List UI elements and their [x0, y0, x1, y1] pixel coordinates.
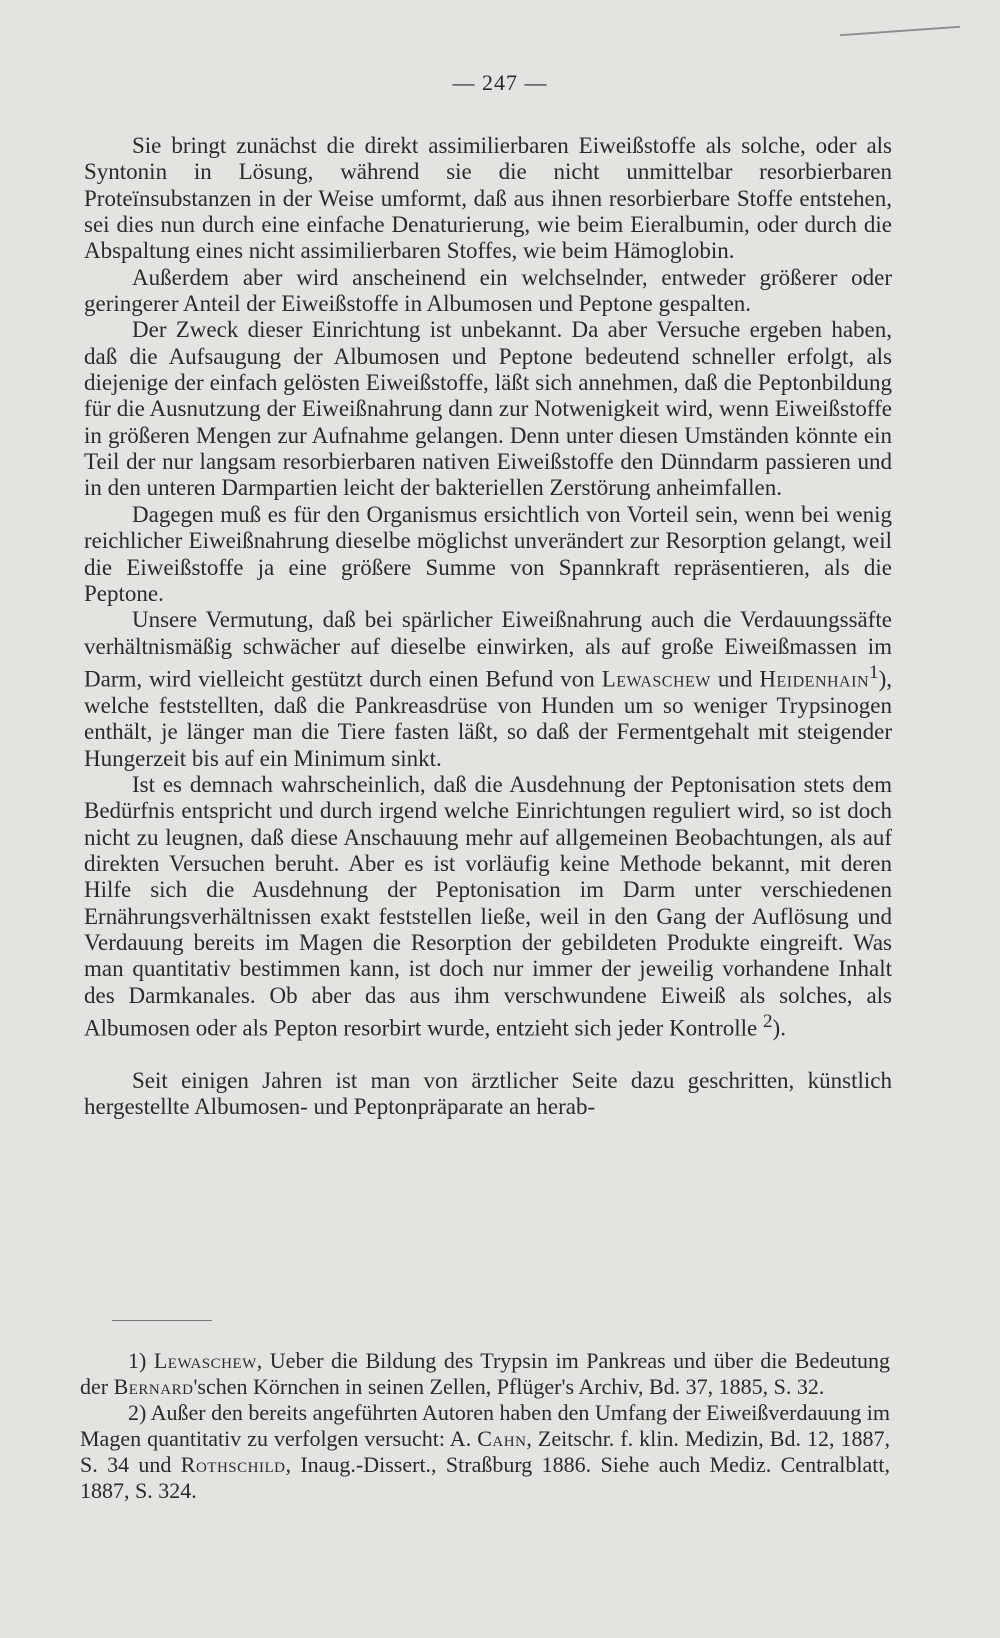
footnote — [80, 1400, 890, 1504]
page-number: — 247 — — [452, 70, 548, 95]
footnote-ref: 1 — [869, 661, 879, 683]
paragraph-spacer — [84, 1042, 892, 1068]
text-run: Ist es demnach wahrscheinlich, daß die Ausdehnung der Peptonisation stets dem Bedürfnis entspricht und durch irgend welche Einrichtungen reguliert wird, so ist doch nicht zu leugnen, daß diese Anschauung mehr auf allgemeinen Beobachtungen, als auf direkten Versuchen beruht. Aber es ist vorläufig keine Methode bekannt, mit deren Hilfe sich die Ausdehnung der Peptonisation im Darm unter verschiedenen Ernährungsverhältnissen exakt feststellen ließe, weil in den Gang der Auflösung und Verdauung bereits im Magen die Resorption der gebildeten Produkte eingreift. Was man quantitativ bestimmen kann, ist doch nur immer der jeweilig vorhandene Inhalt des Darmkanales. Ob aber das aus ihm verschwundene Eiweiß als solches, als Albumosen oder als Pepton resorbirt wurde, entzieht sich jeder Kontrolle — [84, 771, 892, 1041]
text-run: , Ueber die Bildung des Trypsin im Pankreas und über die Bedeutung der — [80, 1348, 890, 1399]
author-name: Heidenhain — [759, 666, 869, 692]
author-name: Bernard — [113, 1374, 194, 1399]
text-run: , Zeitschr. f. klin. Medizin, Bd. 12, 1887, S. 34 und — [80, 1426, 891, 1477]
main-text — [84, 133, 892, 1121]
footnote — [80, 1348, 890, 1400]
author-name: Cahn — [477, 1426, 527, 1451]
paragraph: Seit einigen Jahren ist man von ärztlicher Seite dazu geschritten, künstlich hergestellte Albumosen- und Peptonpräparate an herab- — [84, 1068, 892, 1120]
author-name: Lewaschew — [153, 1348, 257, 1373]
pencil-mark — [840, 26, 960, 36]
author-name: Rothschild — [180, 1452, 286, 1477]
text-run: 'schen Körnchen in seinen Zellen, Pflüger's Archiv, Bd. 37, 1885, S. 32. — [193, 1374, 825, 1399]
text-run: ). — [772, 1015, 786, 1041]
text-run: , Inaug.-Dissert., Straßburg 1886. Siehe auch Mediz. Centralblatt, 1887, S. 324. — [80, 1452, 890, 1503]
footnotes — [80, 1348, 890, 1504]
footnote-number: 1) — [128, 1348, 147, 1373]
text-run: Unsere Vermutung, daß bei spärlicher Eiweißnahrung auch die Verdauungssäfte verhältnismäßig schwächer auf dieselbe einwirken, als auf große Eiweißmassen im Darm, wird vielleicht gestützt durch einen Befund von — [84, 607, 892, 692]
paragraph: Außerdem aber wird anscheinend ein welchselnder, entweder größerer oder geringerer Anteil der Eiweißstoffe in Albumosen und Peptone gespalten. — [84, 264, 892, 317]
paragraph: Dagegen muß es für den Organismus ersichtlich von Vorteil sein, wenn bei wenig reichlicher Eiweißnahrung dieselbe möglichst unverändert zur Resorption gelangt, weil die Eiweißstoffe ja eine größere Summe von Spannkraft repräsentieren, als die Peptone. — [84, 501, 892, 606]
paragraph: Sie bringt zunächst die direkt assimilierbaren Eiweißstoffe als solche, oder als Syntonin in Lösung, während sie die nicht unmittelbar resorbierbaren Proteïnsubstanzen in der Weise umformt, daß aus ihnen resorbierbare Stoffe entstehen, sei dies nun durch eine einfache Denaturierung, wie beim Eieralbumin, oder durch die Abspaltung eines nicht assimilierbaren Stoffes, wie beim Hämoglobin. — [84, 133, 892, 264]
text-run: Außer den bereits angeführten Autoren haben den Umfang der Eiweißverdauung im Magen quantitativ zu verfolgen versucht: A. — [80, 1400, 890, 1451]
paragraph: Der Zweck dieser Einrichtung ist unbekannt. Da aber Versuche ergeben haben, daß die Aufsaugung der Albumosen und Peptone bedeutend schneller erfolgt, als diejenige der einfach gelösten Eiweißstoffe, läßt sich annehmen, daß die Peptonbildung für die Ausnutzung der Eiweißnahrung dann zur Notwenigkeit wird, wenn Eiweißstoffe in größeren Mengen zur Aufnahme gelangen. Denn unter diesen Umständen könnte ein Teil der nur langsam resorbierbaren nativen Eiweißstoffe den Dünndarm passieren und in den unteren Darmpartien leicht der bakteriellen Zerstörung anheimfallen. — [84, 317, 892, 501]
footnote-number: 2) — [128, 1400, 147, 1425]
paragraph — [84, 607, 892, 772]
footnote-separator — [112, 1320, 212, 1321]
author-name: Lewaschew — [601, 666, 711, 692]
footnote-ref: 2 — [762, 1011, 773, 1032]
text-run: ), welche feststellten, daß die Pankreasdrüse von Hunden um so weniger Trypsinogen enthält, je länger man die Tiere fasten läßt, so daß der Fermentgehalt mit steigender Hungerzeit bis auf ein Minimum sinkt. — [84, 666, 892, 771]
text-run: und — [710, 666, 760, 692]
paragraph — [84, 772, 892, 1042]
